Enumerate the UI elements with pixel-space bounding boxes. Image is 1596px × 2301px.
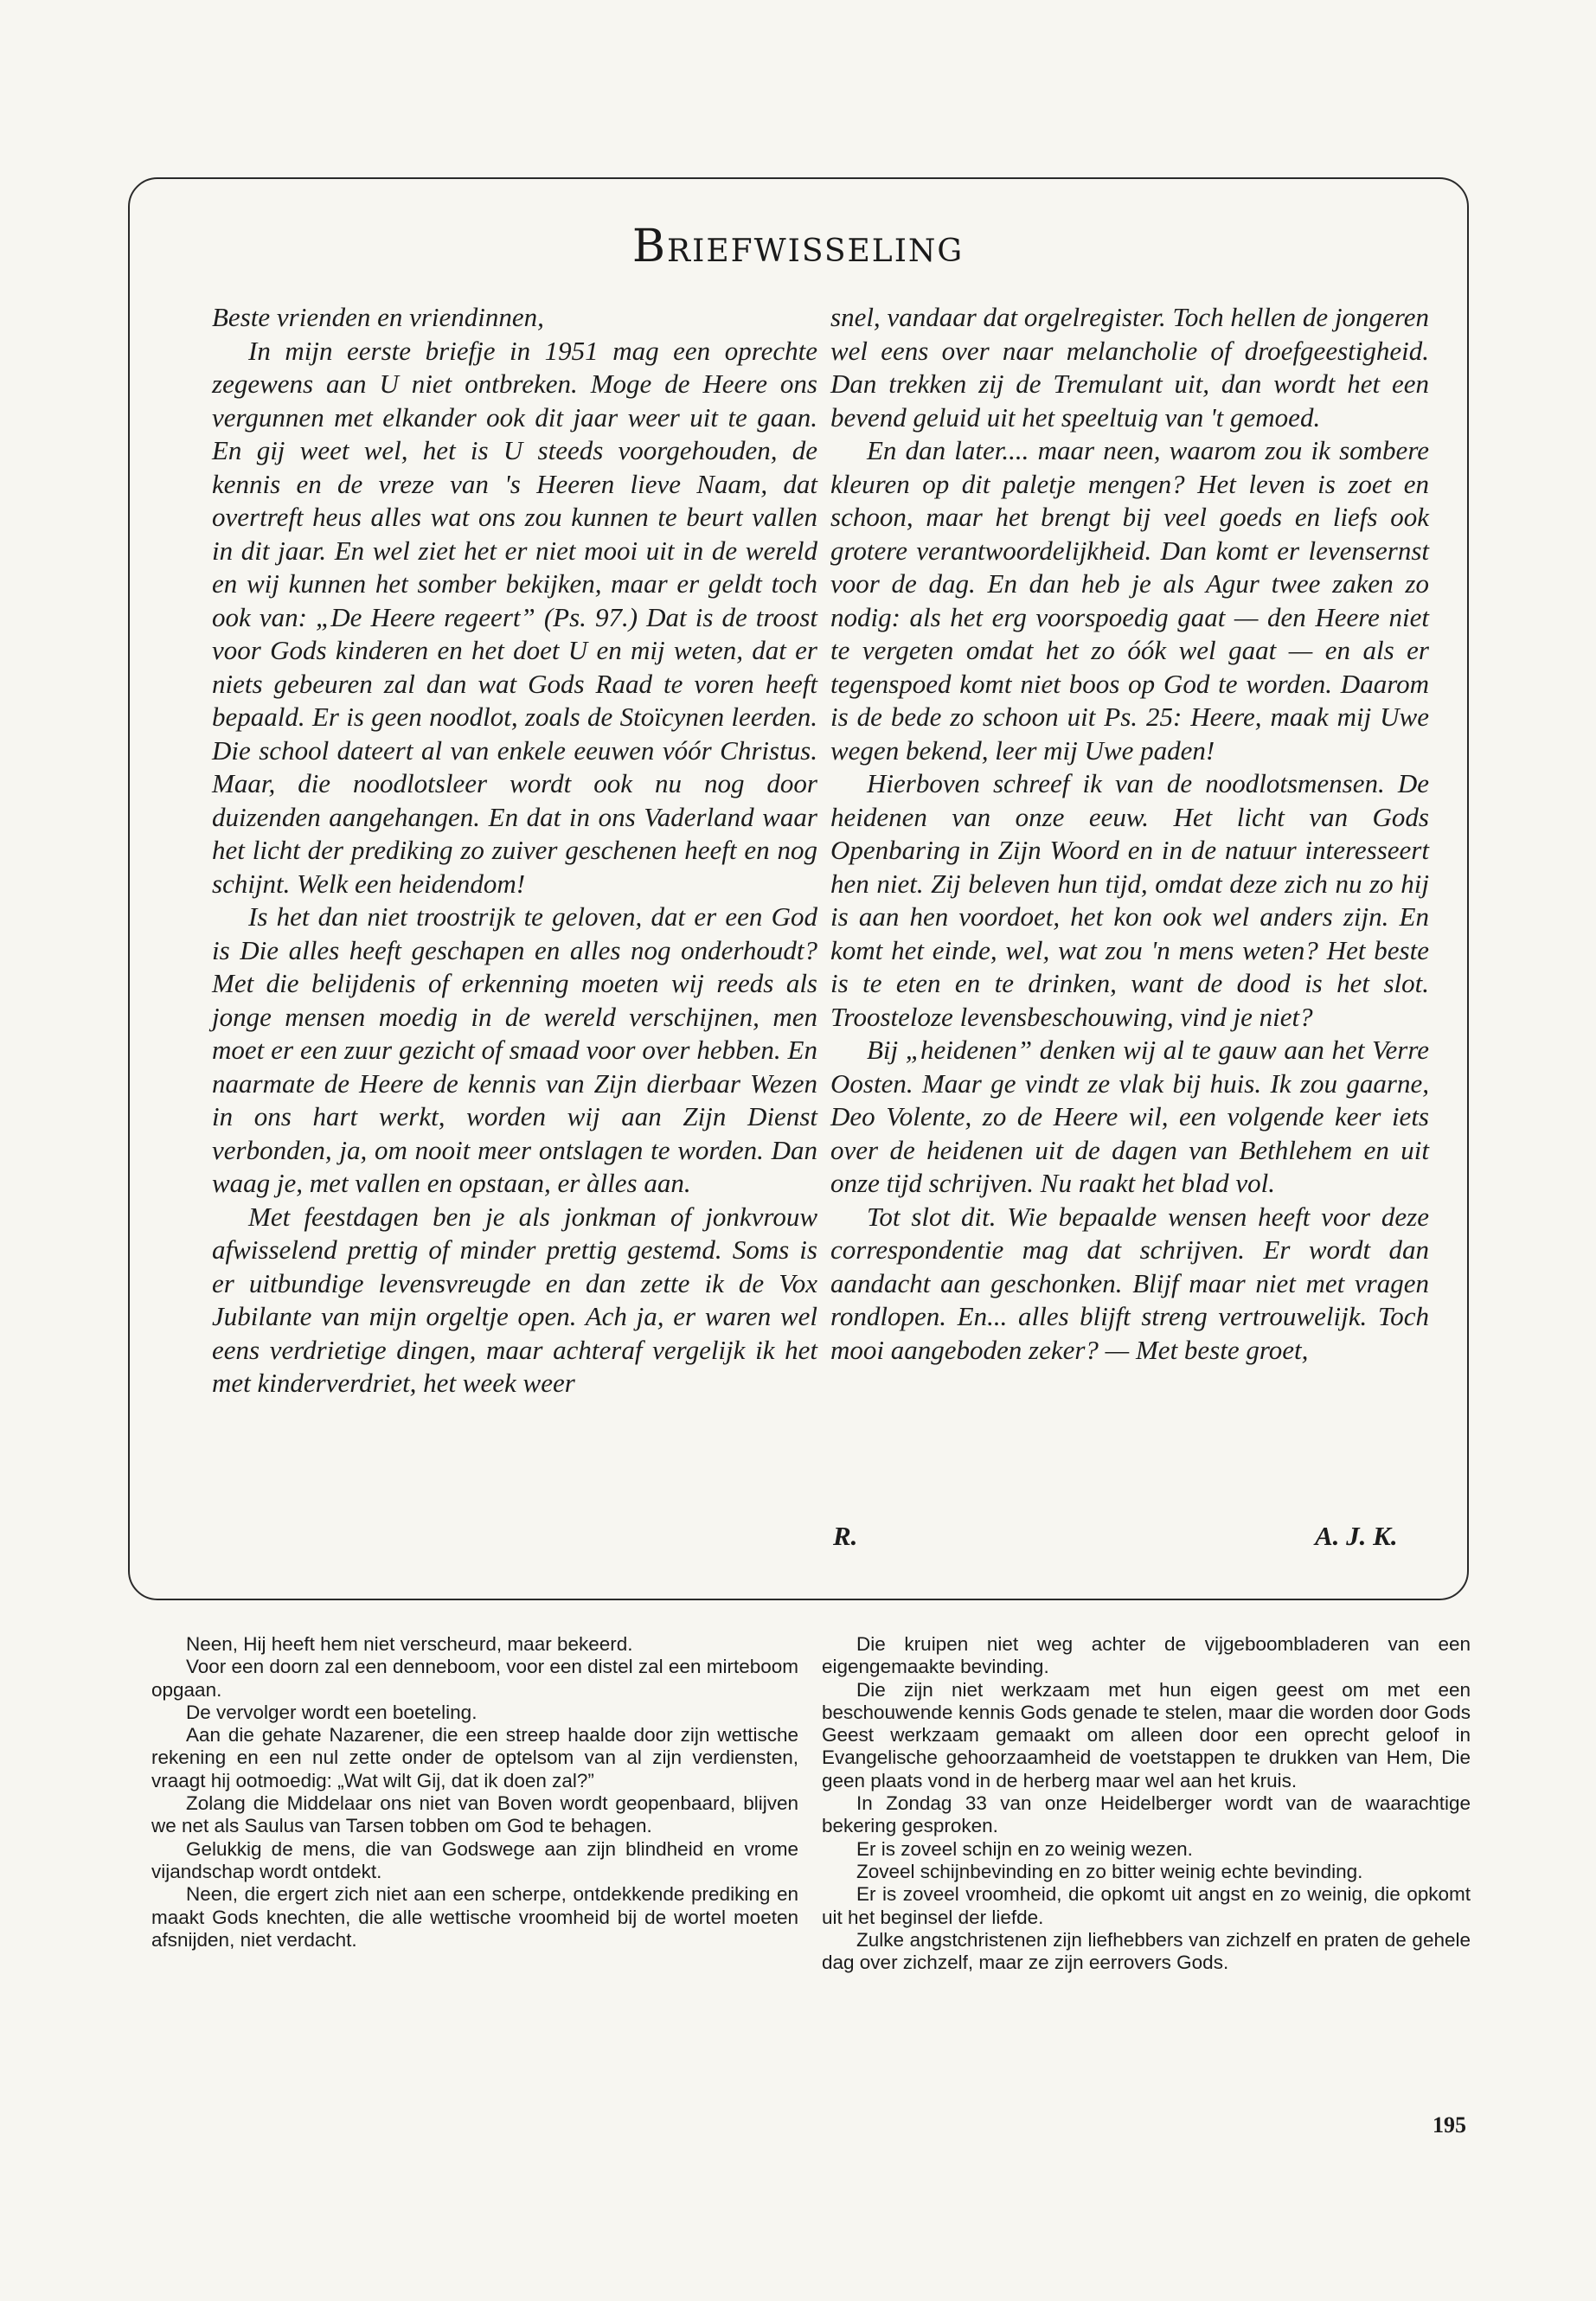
letter-paragraph: Is het dan niet troostrijk te geloven, dat er een God is Die alles heeft geschapen en alles nog onderhoudt? Met die belijdenis of erkenning moeten wij reeds als jonge mensen moedig in de wereld verschijnen, men moet er een zuur gezicht of smaad voor over hebben. En naarmate de Heere de kennis van Zijn dierbaar Wezen in ons hart werkt, worden wij aan Zijn Dienst verbonden, ja, om nooit meer ontslagen te worden. Dan waag je, met vallen en opstaan, er àlles aan. xyxy=(212,901,817,1198)
letter-paragraph: Bij „heidenen” denken wij al te gauw aan het Verre Oosten. Maar ge vindt ze vlak bij huis. Ik zou gaarne, Deo Volente, zo de Heere wil, een volgende keer iets over de heidenen uit de dagen van Bethlehem en uit onze tijd schrijven. Nu raakt het blad vol. xyxy=(830,1035,1429,1198)
letter-paragraph: Hierboven schreef ik van de noodlotsmensen. De heidenen van onze eeuw. Het licht van Gods Openbaring in Zijn Woord en in de natuur interesseert hen niet. Zij beleven hun tijd, omdat deze zich nu zo hij is aan hen voordoet, het kon ook wel anders zijn. En komt het einde, wel, wat zou 'n mens weten? Het beste is te eten en te drinken, want de dood is het slot. Troosteloze levensbeschouwing, vind je niet? xyxy=(830,768,1429,1032)
article-paragraph: Zoveel schijnbevinding en zo bitter weinig echte bevinding. xyxy=(856,1860,1363,1882)
article-paragraph: Die zijn niet werkzaam met hun eigen geest om met een beschouwende kennis Gods genade te stelen, maar die worden door Gods Geest werkzaam gemaakt om alleen door een oprecht geloof in Evangelische gehoorzaamheid de voetstappen te drukken van Hem, Die geen plaats vond in de herberg maar wel aan het kruis. xyxy=(822,1678,1471,1791)
article-paragraph: Gelukkig de mens, die van Godswege aan zijn blindheid en vrome vijandschap wordt ontdekt. xyxy=(151,1837,798,1882)
article-paragraph: Neen, die ergert zich niet aan een scherpe, ontdekkende prediking en maakt Gods knechten, die alle wettische vroomheid bij de wortel moeten afsnijden, niet verdacht. xyxy=(151,1883,798,1951)
letter-paragraph: En dan later.... maar neen, waarom zou ik sombere kleuren op dit paletje mengen? Het leven is zoet en schoon, maar het brengt bij veel goeds en liefs ook grotere verantwoordelijkheid. Dan komt er levensernst voor de dag. En dan heb je als Agur twee zaken zo nodig: als het erg voorspoedig gaat — den Heere niet te vergeten omdat het zo óók wel gaat — en als er tegenspoed komt niet boos op God te worden. Daarom is de bede zo schoon uit Ps. 25: Heere, maak mij Uwe wegen bekend, leer mij Uwe paden! xyxy=(830,435,1429,766)
page-number: 195 xyxy=(1433,2112,1466,2138)
letter-paragraph: Tot slot dit. Wie bepaalde wensen heeft voor deze correspondentie mag dat schrijven. Er wordt dan aandacht aan geschonken. Blijf maar niet met vragen rondlopen. En... alles blijft streng vertrouwelijk. Toch mooi aangeboden zeker? — Met beste groet, xyxy=(830,1201,1429,1365)
article-paragraph: Voor een doorn zal een denneboom, voor een distel zal een mirteboom opgaan. xyxy=(151,1656,798,1701)
article-paragraph: Er is zoveel schijn en zo weinig wezen. xyxy=(856,1837,1193,1860)
article-paragraph: De vervolger wordt een boeteling. xyxy=(186,1701,478,1723)
article-left-column xyxy=(151,1633,798,1952)
letter-paragraph: Met feestdagen ben je als jonkman of jonkvrouw afwisselend prettig of minder prettig gestemd. Soms is er uitbundige levensvreugde en dan zette ik de Vox Jubilante van mijn orgeltje open. Ach ja, er waren wel eens verdrietige dingen, maar achteraf vergelijk ik het met kinderverdriet, het week weer xyxy=(212,1201,817,1398)
salutation: Beste vrienden en vriendinnen, xyxy=(212,302,544,332)
article-paragraph: Neen, Hij heeft hem niet verscheurd, maar bekeerd. xyxy=(186,1633,633,1655)
article-right-column xyxy=(822,1633,1471,1974)
section-title: Briefwisseling xyxy=(631,221,965,272)
letter-paragraph: snel, vandaar dat orgelregister. Toch hellen de jongeren wel eens over naar melancholie of droefgeestigheid. Dan trekken zij de Tremulant uit, dan wordt het een bevend geluid uit het speeltuig van 't gemoed. xyxy=(830,302,1429,433)
article-paragraph: Die kruipen niet weg achter de vijgeboombladeren van een eigengemaakte bevinding. xyxy=(822,1633,1471,1678)
article-paragraph: Zulke angstchristenen zijn liefhebbers van zichzelf en praten de gehele dag over zichzelf, maar ze zijn eerrovers Gods. xyxy=(822,1928,1471,1974)
signature-author: A. J. K. xyxy=(1315,1521,1398,1551)
letter-left-column xyxy=(212,301,817,1400)
article-paragraph: Zolang die Middelaar ons niet van Boven wordt geopenbaard, blijven we net als Saulus van Tarsen tobben om God te behagen. xyxy=(151,1792,798,1837)
signature-initial: R. xyxy=(833,1521,858,1551)
article-paragraph: In Zondag 33 van onze Heidelberger wordt van de waarachtige bekering gesproken. xyxy=(822,1792,1471,1837)
article-paragraph: Aan die gehate Nazarener, die een streep haalde door zijn wettische rekening en een nul zette onder de optelsom van al zijn verdiensten, vraagt hij ootmoedig: „Wat wilt Gij, dat ik doen zal?” xyxy=(151,1724,798,1791)
letter-paragraph: In mijn eerste briefje in 1951 mag een oprechte zegewens aan U niet ontbreken. Moge de Heere ons vergunnen met elkander ook dit jaar weer uit te gaan. En gij weet wel, het is U steeds voorgehouden, de kennis en de vreze van 's Heeren lieve Naam, dat overtreft heus alles wat ons zou kunnen te beurt vallen in dit jaar. En wel ziet het er niet mooi uit in de wereld en wij kunnen het somber bekijken, maar er geldt toch ook van: „De Heere regeert” (Ps. 97.) Dat is de troost voor Gods kinderen en het doet U en mij weten, dat er niets gebeuren zal dan wat Gods Raad te voren heeft bepaald. Er is geen noodlot, zoals de Stoïcynen leerden. Die school dateert al van enkele eeuwen vóór Christus. Maar, die noodlotsleer wordt ook nu nog door duizenden aangehangen. En dat in ons Vaderland waar het licht der prediking zo zuiver geschenen heeft en nog schijnt. Welk een heidendom! xyxy=(212,335,817,899)
letter-right-column xyxy=(830,301,1429,1367)
article-paragraph: Er is zoveel vroomheid, die opkomt uit angst en zo weinig, die opkomt uit het beginsel der liefde. xyxy=(822,1883,1471,1928)
